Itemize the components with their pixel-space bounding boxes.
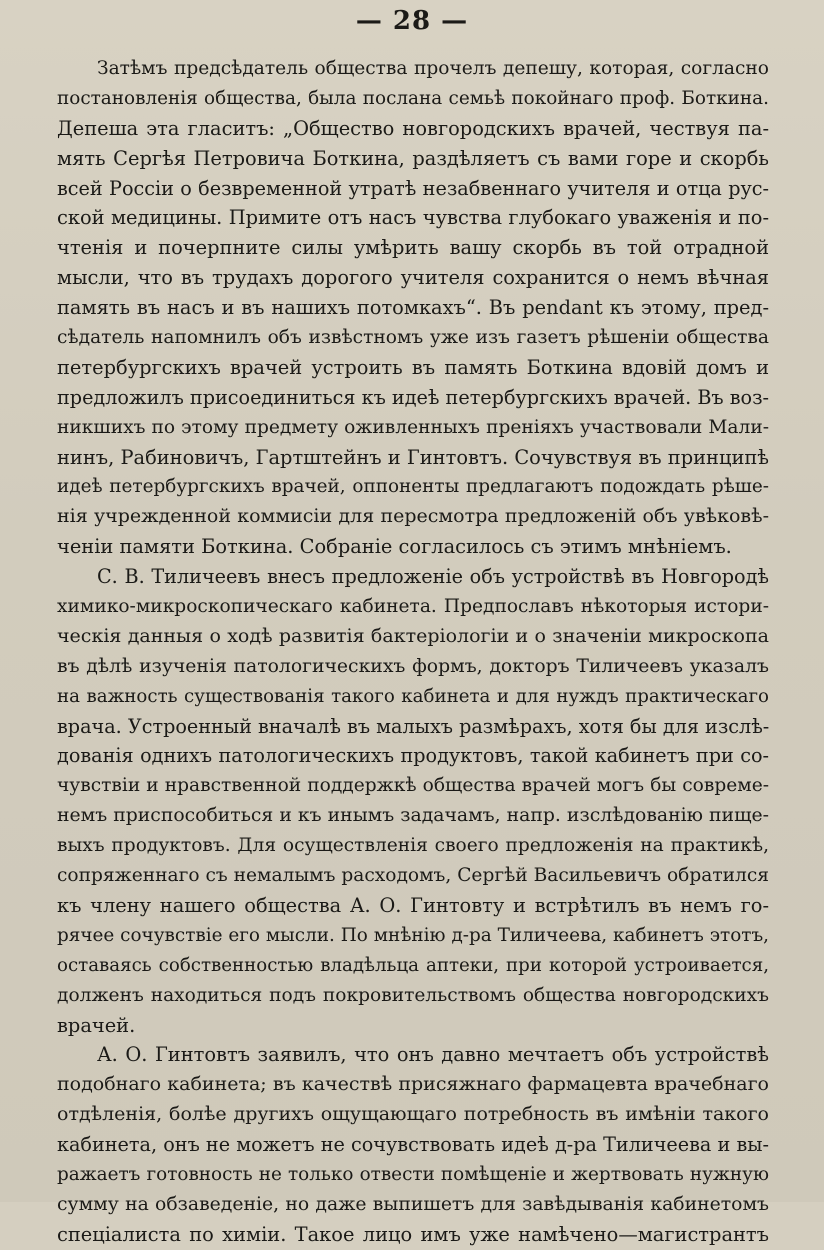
text-line: А. О. Гинтовтъ заявилъ, что онъ давно мечтаетъ объ устройствѣ [97, 1043, 769, 1067]
text-line: ражаетъ готовность не только отвести помѣщеніе и жертвовать нужную [57, 1163, 769, 1185]
text-line: нія учрежденной коммисіи для пересмотра предложеній объ увѣковѣ- [57, 505, 769, 528]
text-line: немъ приспособиться и къ инымъ задачамъ, напр. изслѣдованію пище- [57, 805, 769, 827]
text-line: ской медицины. Примите отъ насъ чувства глубокаго уваженія и по- [57, 206, 769, 230]
text-line: сѣдатель напомнилъ объ извѣстномъ уже изъ газетъ рѣшеніи общества [57, 327, 769, 349]
text-line: чувствіи и нравственной поддержкѣ общества врачей могъ бы совреме- [57, 775, 769, 797]
text-line: кабинета, онъ не можетъ не сочувствовать идеѣ д-ра Тиличеева и вы- [57, 1133, 769, 1157]
text-line: сопряженнаго съ немалымъ расходомъ, Сергѣй Васильевичъ обратился [57, 865, 770, 887]
text-line: къ члену нашего общества А. О. Гинтовту и встрѣтилъ въ немъ го- [57, 893, 769, 917]
text-line: ченіи памяти Боткина. Собраніе согласилось съ этимъ мнѣніемъ. [57, 535, 732, 559]
text-line: въ дѣлѣ изученія патологическихъ формъ, докторъ Тиличеевъ указалъ [57, 655, 769, 677]
text-line: дованія однихъ патологическихъ продуктовъ, такой кабинетъ при со- [57, 744, 769, 768]
text-line: рячее сочувствіе его мысли. По мнѣнію д-ра Тиличеева, кабинетъ этотъ, [57, 924, 769, 946]
text-line: постановленія общества, была послана семьѣ покойнаго проф. Боткина. [57, 87, 769, 109]
text-line: сумму на обзаведеніе, но даже выпишетъ для завѣдыванія кабинетомъ [57, 1193, 769, 1215]
text-line: врача. Устроенный вначалѣ въ малыхъ размѣрахъ, хотя бы для изслѣ- [57, 714, 770, 738]
text-line: Депеша эта гласитъ: „Общество новгородскихъ врачей, чествуя па- [57, 116, 769, 140]
text-line: на важность существованія такого кабинета и для нуждъ практическаго [57, 685, 769, 707]
text-line: С. В. Тиличеевъ внесъ предложеніе объ устройствѣ въ Новгородѣ [97, 565, 769, 589]
text-line: петербургскихъ врачей устроить въ память Боткина вдовій домъ и [57, 355, 769, 379]
text-line: отдѣленія, болѣе другихъ ощущающаго потребность въ имѣніи такого [57, 1103, 769, 1126]
text-line: оставаясь собственностью владѣльца аптеки, при которой устроивается, [57, 954, 769, 976]
text-line: всей Россіи о безвременной утратѣ незабвеннаго учителя и отца рус- [57, 176, 769, 200]
text-line: мять Сергѣя Петровича Боткина, раздѣляетъ съ вами горе и скорбь [57, 146, 769, 170]
text-line: Затѣмъ предсѣдатель общества прочелъ депешу, которая, согласно [97, 58, 769, 79]
page-number: — 28 — [355, 6, 469, 36]
text-line: предложилъ присоединиться къ идеѣ петербургскихъ врачей. Въ воз- [57, 385, 770, 409]
text-line: спеціалиста по химіи. Такое лицо имъ уже намѣчено—магистрантъ [57, 1222, 769, 1246]
text-line: ческія данныя о ходѣ развитія бактеріологіи и о значеніи микроскопа [57, 624, 769, 647]
text-line: подобнаго кабинета; въ качествѣ присяжнаго фармацевта врачебнаго [57, 1073, 769, 1096]
text-line: нинъ, Рабиновичъ, Гартштейнъ и Гинтовтъ. Сочувствуя въ принципѣ [57, 445, 769, 469]
text-line: выхъ продуктовъ. Для осуществленія своего предложенія на практикѣ, [57, 835, 769, 857]
page-text [57, 54, 769, 1250]
text-line: память въ насъ и въ нашихъ потомкахъ“. Въ pendant къ этому, пред- [57, 296, 769, 320]
text-line: мысли, что въ трудахъ дорогого учителя сохранится о немъ вѣчная [57, 266, 769, 290]
text-line: идеѣ петербургскихъ врачей, оппоненты предлагаютъ подождать рѣше- [57, 476, 769, 498]
text-line: никшихъ по этому предмету оживленныхъ преніяхъ участвовали Мали- [57, 416, 769, 438]
text-line: врачей. [57, 1013, 136, 1037]
text-line: химико-микроскопическаго кабинета. Предпославъ нѣкоторыя истори- [57, 596, 769, 618]
text-line: чтенія и почерпните силы умѣрить вашу скорбь въ той отрадной [57, 236, 769, 260]
text-line: долженъ находиться подъ покровительствомъ общества новгородскихъ [57, 984, 769, 1006]
